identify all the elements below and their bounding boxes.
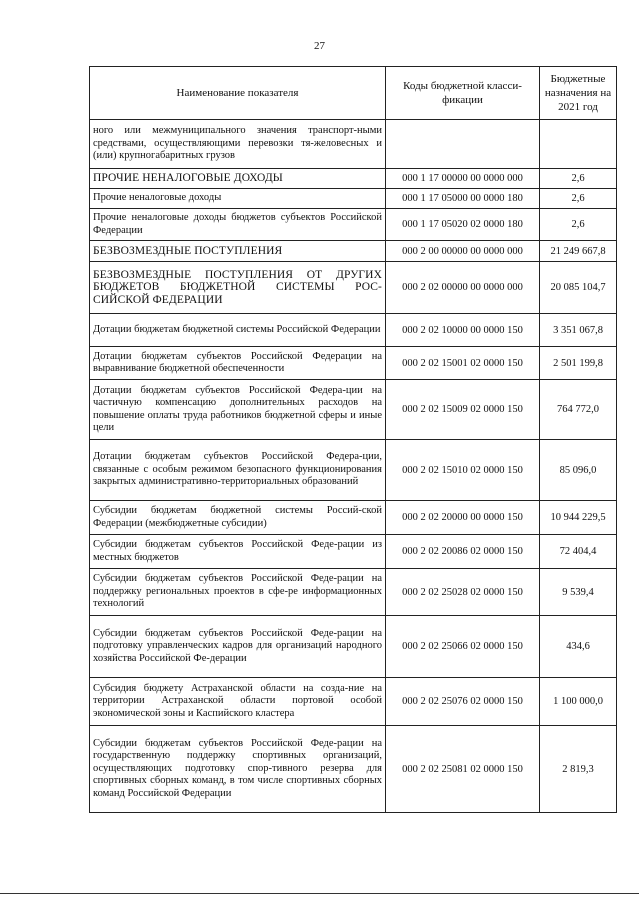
row-amount: 72 404,4 — [540, 535, 617, 569]
row-amount: 2 501 199,8 — [540, 347, 617, 380]
row-code: 000 2 02 15001 02 0000 150 — [386, 347, 540, 380]
row-amount: 2,6 — [540, 189, 617, 209]
row-code: 000 2 02 15010 02 0000 150 — [386, 440, 540, 501]
row-name: Субсидии бюджетам субъектов Российской Феде-рации из местных бюджетов — [90, 535, 386, 569]
row-amount: 1 100 000,0 — [540, 678, 617, 726]
table-row — [90, 189, 617, 209]
row-name: Прочие неналоговые доходы — [90, 189, 386, 209]
row-name: БЕЗВОЗМЕЗДНЫЕ ПОСТУПЛЕНИЯ — [90, 241, 386, 262]
table-row — [90, 380, 617, 440]
row-code: 000 1 17 05020 02 0000 180 — [386, 209, 540, 241]
page-bottom-rule — [0, 893, 639, 894]
row-amount: 2,6 — [540, 169, 617, 189]
row-code: 000 2 02 25081 02 0000 150 — [386, 726, 540, 813]
row-amount: 85 096,0 — [540, 440, 617, 501]
row-code: 000 1 17 05000 00 0000 180 — [386, 189, 540, 209]
table-row — [90, 440, 617, 501]
row-code: 000 2 02 25066 02 0000 150 — [386, 616, 540, 678]
table-header-row — [90, 67, 617, 120]
table-row — [90, 314, 617, 347]
row-code: 000 2 02 25028 02 0000 150 — [386, 569, 540, 616]
table-row — [90, 501, 617, 535]
table-row — [90, 678, 617, 726]
row-amount: 2 819,3 — [540, 726, 617, 813]
row-name: БЕЗВОЗМЕЗДНЫЕ ПОСТУПЛЕНИЯ ОТ ДРУГИХ БЮДЖЕТОВ БЮДЖЕТНОЙ СИСТЕМЫ РОС-СИЙСКОЙ ФЕДЕРАЦИИ — [90, 262, 386, 314]
header-amount: Бюджетные назначения на 2021 год — [540, 67, 617, 120]
header-name: Наименование показателя — [90, 67, 386, 120]
row-name: ного или межмуниципального значения транспорт-ными средствами, осуществляющими перевозки тя-желовесных и (или) крупногабаритных грузов — [90, 120, 386, 169]
table-row — [90, 169, 617, 189]
row-name: Дотации бюджетам субъектов Российской Федера-ции на частичную компенсацию дополнительных расходов на повышение оплаты труда работников бюджетной сферы и иные цели — [90, 380, 386, 440]
row-name: Прочие неналоговые доходы бюджетов субъектов Российской Федерации — [90, 209, 386, 241]
row-code: 000 2 02 15009 02 0000 150 — [386, 380, 540, 440]
table-row — [90, 241, 617, 262]
row-amount: 3 351 067,8 — [540, 314, 617, 347]
row-name: Дотации бюджетам бюджетной системы Российской Федерации — [90, 314, 386, 347]
row-amount: 434,6 — [540, 616, 617, 678]
row-code: 000 1 17 00000 00 0000 000 — [386, 169, 540, 189]
row-amount: 21 249 667,8 — [540, 241, 617, 262]
row-code: 000 2 02 00000 00 0000 000 — [386, 262, 540, 314]
row-amount: 764 772,0 — [540, 380, 617, 440]
row-amount: 9 539,4 — [540, 569, 617, 616]
table-row — [90, 262, 617, 314]
header-code: Коды бюджетной класси-фикации — [386, 67, 540, 120]
row-name: Дотации бюджетам субъектов Российской Федерации на выравнивание бюджетной обеспеченности — [90, 347, 386, 380]
page-number: 27 — [314, 40, 325, 52]
row-name: Субсидии бюджетам субъектов Российской Феде-рации на государственную поддержку спортивных организаций, осуществляющих подготовку спор-тивного резерва для спортивных сборных команд, в том числе спортивных сборных команд Российской Федерации — [90, 726, 386, 813]
row-code: 000 2 02 20086 02 0000 150 — [386, 535, 540, 569]
row-amount — [540, 120, 617, 169]
table-row — [90, 347, 617, 380]
table-row — [90, 616, 617, 678]
budget-table — [89, 66, 617, 813]
table-row — [90, 209, 617, 241]
row-amount: 2,6 — [540, 209, 617, 241]
row-name: Дотации бюджетам субъектов Российской Федера-ции, связанные с особым режимом безопасного функционирования закрытых административно-территориальных образований — [90, 440, 386, 501]
row-name: Субсидии бюджетам субъектов Российской Феде-рации на подготовку управленческих кадров для организаций народного хозяйства Российской Фе-дерации — [90, 616, 386, 678]
row-code: 000 2 00 00000 00 0000 000 — [386, 241, 540, 262]
table-row — [90, 726, 617, 813]
table-row — [90, 569, 617, 616]
row-name: Субсидия бюджету Астраханской области на созда-ние на территории Астраханской области портовой особой экономической зоны и Каспийского кластера — [90, 678, 386, 726]
row-name: Субсидии бюджетам бюджетной системы Россий-ской Федерации (межбюджетные субсидии) — [90, 501, 386, 535]
table-row — [90, 535, 617, 569]
row-amount: 20 085 104,7 — [540, 262, 617, 314]
row-name: Субсидии бюджетам субъектов Российской Феде-рации на поддержку региональных проектов в сфе-ре информационных технологий — [90, 569, 386, 616]
row-code: 000 2 02 20000 00 0000 150 — [386, 501, 540, 535]
row-name: ПРОЧИЕ НЕНАЛОГОВЫЕ ДОХОДЫ — [90, 169, 386, 189]
row-code: 000 2 02 10000 00 0000 150 — [386, 314, 540, 347]
row-code — [386, 120, 540, 169]
table-row — [90, 120, 617, 169]
row-code: 000 2 02 25076 02 0000 150 — [386, 678, 540, 726]
row-amount: 10 944 229,5 — [540, 501, 617, 535]
